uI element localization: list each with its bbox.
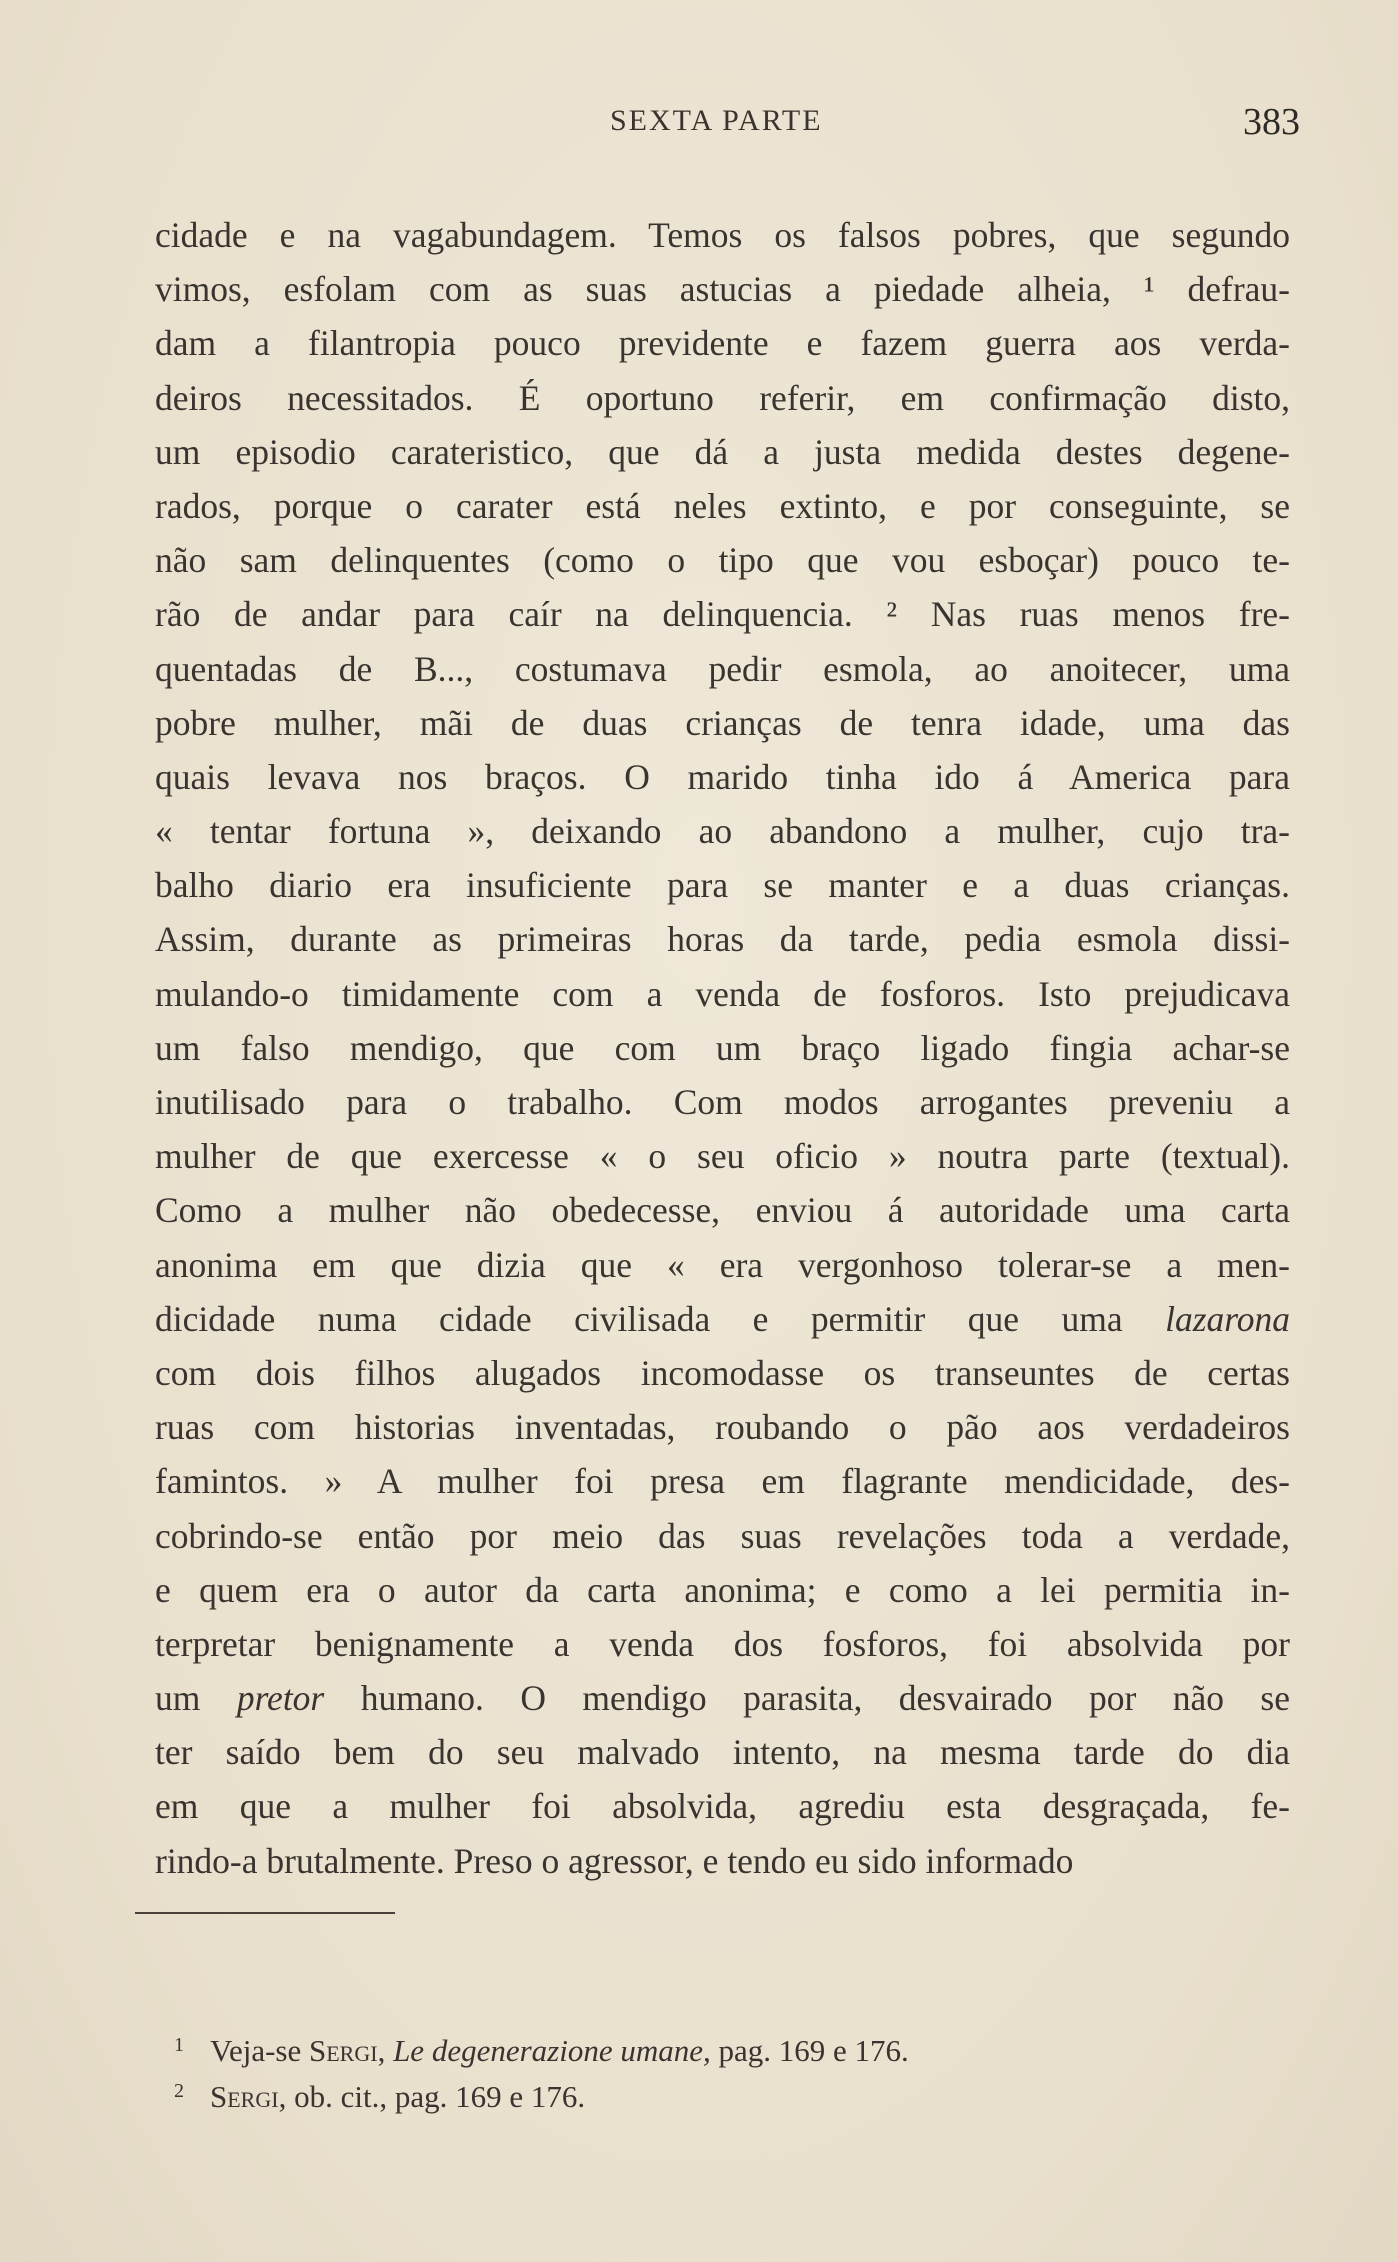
footnote-marker: 2 [174, 2080, 184, 2102]
text-line: balho diario era insuficiente para se manter e a duas crianças. [155, 865, 1290, 906]
text-line: anonima em que dizia que « era vergonhoso tolerar-se a men- [155, 1244, 1290, 1285]
page-number: 383 [1243, 101, 1300, 143]
text-line: um episodio carateristico, que dá a justa medida destes degene- [155, 431, 1290, 472]
footnote-prefix: Veja-se [210, 2033, 302, 2068]
line-text: dicidade numa cidade civilisada e permitir que uma [155, 1298, 1123, 1339]
text-line: em que a mulher foi absolvida, agrediu esta desgraçada, fe- [155, 1786, 1290, 1827]
footnote-title: Le degenerazione umane, [393, 2033, 711, 2068]
text-line: com dois filhos alugados incomodasse os transeuntes de certas [155, 1352, 1290, 1393]
text-line: vimos, esfolam com as suas astucias a piedade alheia, ¹ defrau- [155, 269, 1290, 310]
text-line: Assim, durante as primeiras horas da tarde, pedia esmola dissi- [155, 919, 1290, 960]
footnote-divider [135, 1912, 395, 1914]
page-header [150, 100, 1300, 150]
text-line-with-italic [155, 1671, 1290, 1725]
text-line-with-italic [155, 1292, 1290, 1346]
text-line: quais levava nos braços. O marido tinha ido á America para [155, 756, 1290, 797]
footnote-2 [174, 2074, 1210, 2120]
text-line: ter saído bem do seu malvado intento, na mesma tarde do dia [155, 1732, 1290, 1773]
text-line: mulando-o timidamente com a venda de fosforos. Isto prejudicava [155, 973, 1290, 1014]
text-line: e quem era o autor da carta anonima; e como a lei permitia in- [155, 1569, 1290, 1610]
text-line: um falso mendigo, que com um braço ligado fingia achar-se [155, 1027, 1290, 1068]
text-line: deiros necessitados. É oportuno referir, em confirmação disto, [155, 377, 1290, 418]
text-line: rindo-a brutalmente. Preso o agressor, e tendo eu sido informado [155, 1840, 1074, 1881]
text-line: inutilisado para o trabalho. Com modos arrogantes preveniu a [155, 1082, 1290, 1122]
text-line: cidade e na vagabundagem. Temos os falsos pobres, que segundo [155, 215, 1290, 255]
text-line: cobrindo-se então por meio das suas revelações toda a verdade, [155, 1515, 1290, 1556]
text-line: ruas com historias inventadas, roubando o pão aos verdadeiros [155, 1407, 1290, 1448]
footnote-author: Sergi [210, 2079, 279, 2114]
italic-word: lazarona [1165, 1298, 1291, 1339]
italic-word: pretor [236, 1678, 325, 1719]
text-line: quentadas de B..., costumava pedir esmola, ao anoitecer, uma [155, 648, 1290, 689]
footnote-author: Sergi [308, 2033, 378, 2068]
footnote-marker: 1 [174, 2034, 184, 2056]
text-line: terpretar benignamente a venda dos fosforos, foi absolvida por [155, 1623, 1290, 1664]
text-line: rão de andar para caír na delinquencia. ² Nas ruas menos fre- [155, 594, 1290, 635]
footnotes [174, 2028, 1210, 2120]
footnote-pages: , ob. cit., pag. 169 e 176. [278, 2079, 586, 2114]
footnote-1: 1 Veja-se Sergi, Le degenerazione umane, pag. 169 e 176. [210, 2028, 1210, 2074]
line-text: humano. O mendigo parasita, desvairado por não se [360, 1678, 1291, 1719]
text-line: famintos. » A mulher foi presa em flagrante mendicidade, des- [155, 1461, 1290, 1502]
footnote-pages: pag. 169 e 176. [718, 2033, 909, 2068]
body-text [155, 208, 1290, 1888]
text-line: « tentar fortuna », deixando ao abandono a mulher, cujo tra- [155, 811, 1290, 852]
text-line: não sam delinquentes (como o tipo que vou esboçar) pouco te- [155, 540, 1290, 581]
text-line: pobre mulher, mãi de duas crianças de tenra idade, uma das [155, 702, 1290, 743]
text-line: Como a mulher não obedecesse, enviou á autoridade uma carta [155, 1190, 1290, 1231]
text-line: mulher de que exercesse « o seu oficio » noutra parte (textual). [155, 1136, 1290, 1177]
text-line: rados, porque o carater está neles extinto, e por conseguinte, se [155, 485, 1290, 526]
running-head: SEXTA PARTE [610, 104, 823, 137]
line-text: um [155, 1678, 201, 1719]
text-line: dam a filantropia pouco previdente e fazem guerra aos verda- [155, 323, 1290, 364]
